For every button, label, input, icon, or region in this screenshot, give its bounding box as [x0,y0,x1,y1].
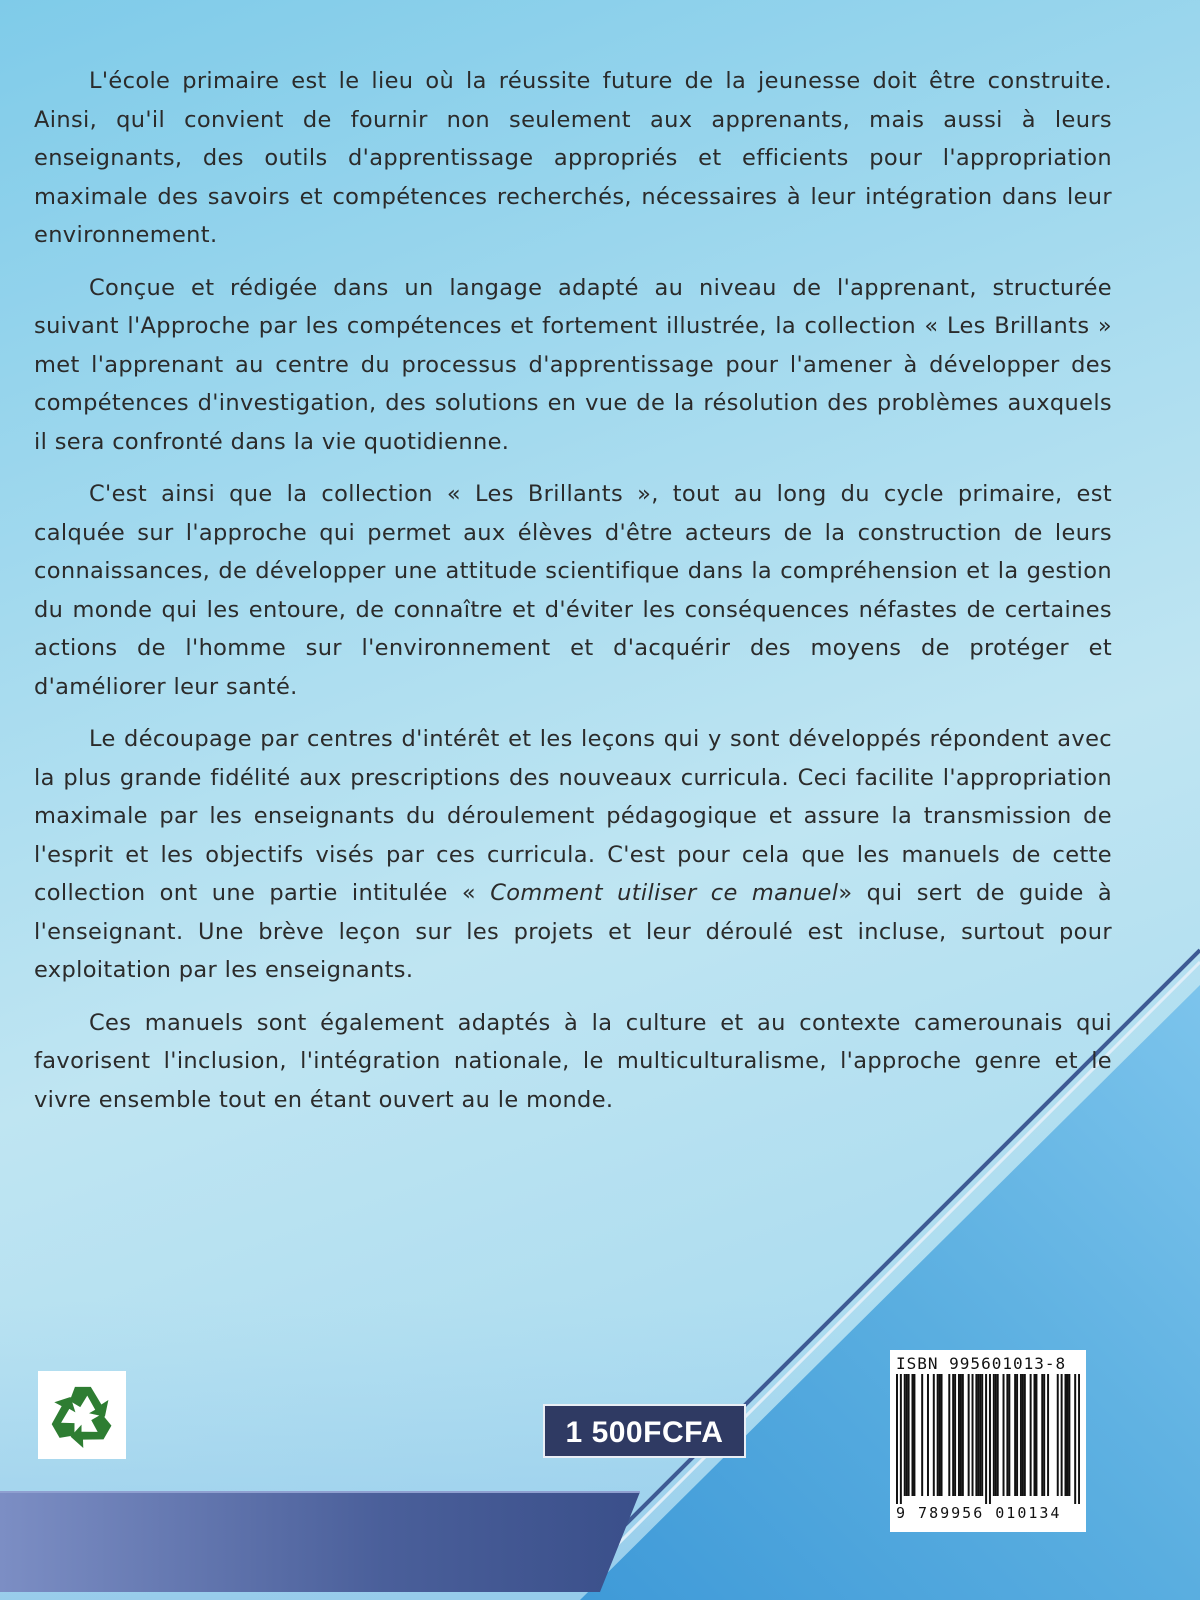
price-tag: 1 500FCFA [543,1404,746,1458]
barcode-bar [1047,1374,1049,1496]
barcode-bar [1043,1374,1045,1496]
barcode-bar [927,1374,929,1496]
barcode-bar [1078,1374,1080,1504]
barcode-bar [1061,1374,1063,1496]
barcode-bar [995,1374,997,1496]
barcode-bar [993,1374,995,1496]
barcode-bar [952,1374,954,1496]
barcode-bar [1068,1374,1070,1496]
barcode-bar [900,1374,902,1504]
paragraph-4-start: Le découpage par centres d'intérêt et les leçons qui y sont développés répondent avec la plus grande fidélité aux prescriptions des nouveaux curricula. Ceci facilite l'appropriation maximale par les enseignants du déroulement pédagogique et assure la transmission de l'esprit et les objectifs visés par ces curricula. C'est pour cela que les manuels de cette collection ont une partie intitulée « [34,726,1112,906]
bottom-stripe [0,1492,640,1592]
barcode-bar [1022,1374,1024,1496]
barcode-bar [933,1374,935,1496]
barcode-bar [960,1374,962,1496]
barcode-bar [1024,1374,1026,1496]
paragraph-2: Conçue et rédigée dans un langage adapté au niveau de l'apprenant, structurée suivant l'Approche par les compétences et fortement illustrée, la collection « Les Brillants » met l'apprenant au centre du processus d'apprentissage pour l'amener à développer des compétences d'investigation, des solutions en vue de la résolution des problèmes auxquels il sera confronté dans la vie quotidienne. [34,274,1112,455]
paragraph-4-end: » qui sert de guide à l'enseignant. Une brève leçon sur les projets et leur déroulé est incluse, surtout pour exploitation par les enseignants. [34,880,1113,983]
barcode-bar [962,1374,964,1496]
paragraph-5: Ces manuels sont également adaptés à la culture et au contexte camerounais qui favorisent l'inclusion, l'intégration nationale, le multiculturalisme, l'approche genre et le vivre ensemble tout en étant ouvert au le monde. [34,1009,1112,1113]
barcode-bar [989,1374,991,1504]
barcode-bar [1057,1374,1059,1496]
barcode-bar [939,1374,941,1496]
description-text [34,62,1112,1133]
barcode-bar [1066,1374,1068,1496]
barcode-bar [904,1374,906,1496]
barcode-bar [981,1374,983,1496]
barcode-bar [1020,1374,1022,1496]
barcode-bar [1006,1374,1008,1496]
barcode-bar [906,1374,908,1496]
barcode-bar [1003,1374,1005,1496]
barcode-bar [913,1374,915,1496]
barcode-bar [1074,1374,1076,1504]
recycle-icon [38,1371,126,1459]
barcode-bar [948,1374,950,1496]
barcode-bar [979,1374,981,1496]
barcode-bar [896,1374,898,1504]
barcode-bar [941,1374,943,1496]
paragraph-3: C'est ainsi que la collection « Les Brillants », tout au long du cycle primaire, est calquée sur l'approche qui permet aux élèves d'être acteurs de la construction de leurs connaissances, de développer une attitude scientifique dans la compréhension et la gestion du monde qui les entoure, de connaître et d'éviter les conséquences néfastes de certaines actions de l'homme sur l'environnement et d'acquérir des moyens de protéger et d'améliorer leur santé. [34,481,1112,700]
manual-guide-title: Comment utiliser ce manuel [490,880,839,906]
barcode-bar [937,1374,939,1496]
barcode-bar [977,1374,979,1496]
barcode-bar [1041,1374,1043,1496]
barcode-bar [1016,1374,1018,1496]
barcode-bar [1008,1374,1010,1496]
barcode-bar [1035,1374,1037,1496]
barcode-bar [1014,1374,1016,1496]
barcode-bars [896,1374,1080,1504]
barcode-bar [911,1374,913,1496]
barcode-bar [1034,1374,1036,1496]
barcode-bar [968,1374,970,1496]
paragraph-1: L'école primaire est le lieu où la réussite future de la jeunesse doit être construite. Ainsi, qu'il convient de fournir non seulement aux apprenants, mais aussi à leurs enseignants, des outils d'apprentissage appropriés et efficients pour l'appropriation maximale des savoirs et compétences recherchés, nécessaires à leur intégration dans leur environnement. [34,68,1112,248]
barcode-bar [954,1374,956,1496]
barcode-bar [908,1374,910,1496]
barcode-bar [997,1374,999,1496]
barcode-bar [958,1374,960,1496]
barcode-bar [921,1374,923,1496]
barcode-bar [972,1374,974,1496]
barcode-digits: 9 789956 010134 [896,1504,1062,1522]
paragraph-4 [34,720,1112,990]
barcode-bar [1065,1374,1067,1496]
isbn-number: ISBN 995601013-8 [896,1354,1067,1373]
barcode-bar [985,1374,987,1504]
barcode [890,1350,1086,1532]
barcode-bar [1030,1374,1032,1496]
barcode-bar [975,1374,977,1496]
